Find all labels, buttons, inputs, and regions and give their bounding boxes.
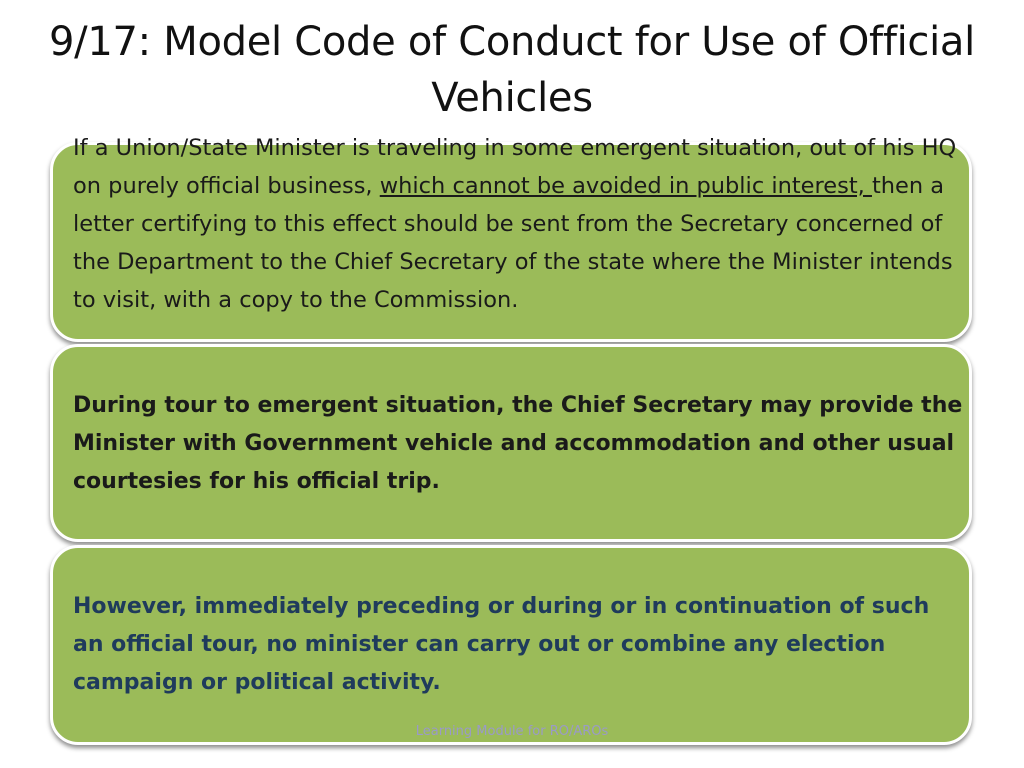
box-3-text: However, immediately preceding or during or in continuation of such an official tour, no minister can carry out or combine any election campaign or political activity. <box>73 594 930 695</box>
footer-text: Learning Module for RO/AROs <box>415 724 609 739</box>
box-2-text: During tour to emergent situation, the Chief Secretary may provide the Minister with Government vehicle and accommodation and other usual courtesies for his official trip. <box>73 393 963 494</box>
box-1-text-underlined: which cannot be avoided in public interest, <box>379 173 872 199</box>
box-1-text <box>73 129 963 343</box>
box-1-text-part1: If a Union/State Minister is traveling in some emergent situation, out of his HQ on purely official business, <box>73 135 957 199</box>
slide-title: 9/17: Model Code of Conduct for Use of Official Vehicles <box>49 19 975 121</box>
box-1-text-part2: then a letter certifying to this effect should be sent from the Secretary concerned of the Department to the Chief Secretary of the state where the Minister intends to visit, with a copy to the Commission. <box>73 173 953 313</box>
